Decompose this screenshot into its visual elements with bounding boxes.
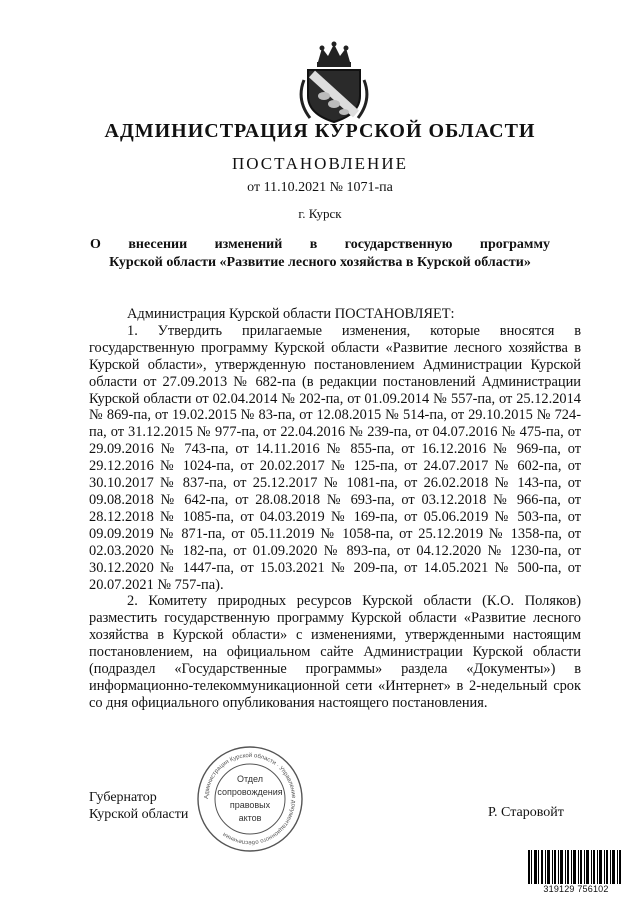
subject-line-2: Курской области «Развитие лесного хозяйства в Курской области»: [109, 255, 531, 270]
signatory-name: Р. Старовойт: [488, 805, 564, 820]
stamp-line-1: Отдел: [236, 774, 264, 784]
stamp-line-3: правовых: [229, 800, 271, 810]
paragraph-1: 1. Утвердить прилагаемые изменения, которые вносятся в государственную программу Курской области «Развитие лесного хозяйства в Курской области», утвержденную постановлением Администрации Курской области от 27.09.2013 № 682-па (в редакции постановлений Администрации Курской области от 02.04.2014 № 202-па, от 01.09.2014 № 557-па, от 25.12.2014 № 869-па, от 19.02.2015 № 83-па, от 12.08.2015 № 514-па, от 29.10.2015 № 724-па, от 31.12.2015 № 977-па, от 22.04.2016 № 239-па, от 04.07.2016 № 475-па, от 29.09.2016 № 743-па, от 14.11.2016 № 855-па, от 16.12.2016 № 969-па, от 29.12.2016 № 1024-па, от 20.02.2017 № 125-па, от 24.07.2017 № 602-па, от 30.10.2017 № 837-па, от 25.12.2017 № 1081-па, от 26.02.2018 № 143-па, от 09.08.2018 № 642-па, от 28.08.2018 № 693-па, от 03.12.2018 № 966-па, от 28.12.2018 № 1085-па, от 04.03.2019 № 169-па, от 05.06.2019 № 503-па, от 09.09.2019 № 871-па, от 05.11.2019 № 1058-па, от 25.12.2019 № 1358-па, от 02.03.2020 № 182-па, от 01.09.2020 № 893-па, от 04.12.2020 № 1230-па, от 30.12.2020 № 1447-па, от 15.03.2021 № 209-па, от 14.05.2021 № 500-па, от 20.07.2021 № 757-па).: [89, 322, 581, 593]
document-body: [89, 306, 581, 712]
organization-title: АДМИНИСТРАЦИЯ КУРСКОЙ ОБЛАСТИ: [104, 120, 536, 142]
document-number: от 11.10.2021 № 1071-па: [247, 180, 393, 195]
official-stamp: [195, 744, 305, 854]
stamp-line-2: сопровождения: [217, 787, 283, 797]
document-type: ПОСТАНОВЛЕНИЕ: [231, 154, 408, 173]
subject-line-1: О внесении изменений в государственную программу: [90, 237, 550, 252]
stamp-ring-text: Администрация Курской области · Управление документационного обеспечения: [203, 752, 297, 846]
paragraph-2: 2. Комитету природных ресурсов Курской области (К.О. Поляков) разместить государственную программу Курской области «Развитие лесного хозяйства в Курской области» с изменениями, утвержденными настоящим постановлением, на официальном сайте Администрации Курской области (подраздел «Государственные программы» раздела «Документы») в информационно-телекоммуникационной сети «Интернет» в 2-недельный срок со дня официального опубликования настоящего постановления.: [89, 593, 581, 711]
coat-of-arms-icon: [296, 40, 372, 124]
signatory-position-line-2: Курской области: [89, 807, 189, 822]
signatory-position-line-1: Губернатор: [89, 790, 157, 805]
resolution-lead: Администрация Курской области ПОСТАНОВЛЯЕТ:: [127, 306, 455, 322]
city: г. Курск: [298, 206, 342, 221]
stamp-line-4: актов: [238, 813, 262, 823]
signatory-position: [89, 789, 188, 823]
barcode-number: 319129 756102: [526, 884, 626, 894]
document-subject: [90, 236, 550, 272]
